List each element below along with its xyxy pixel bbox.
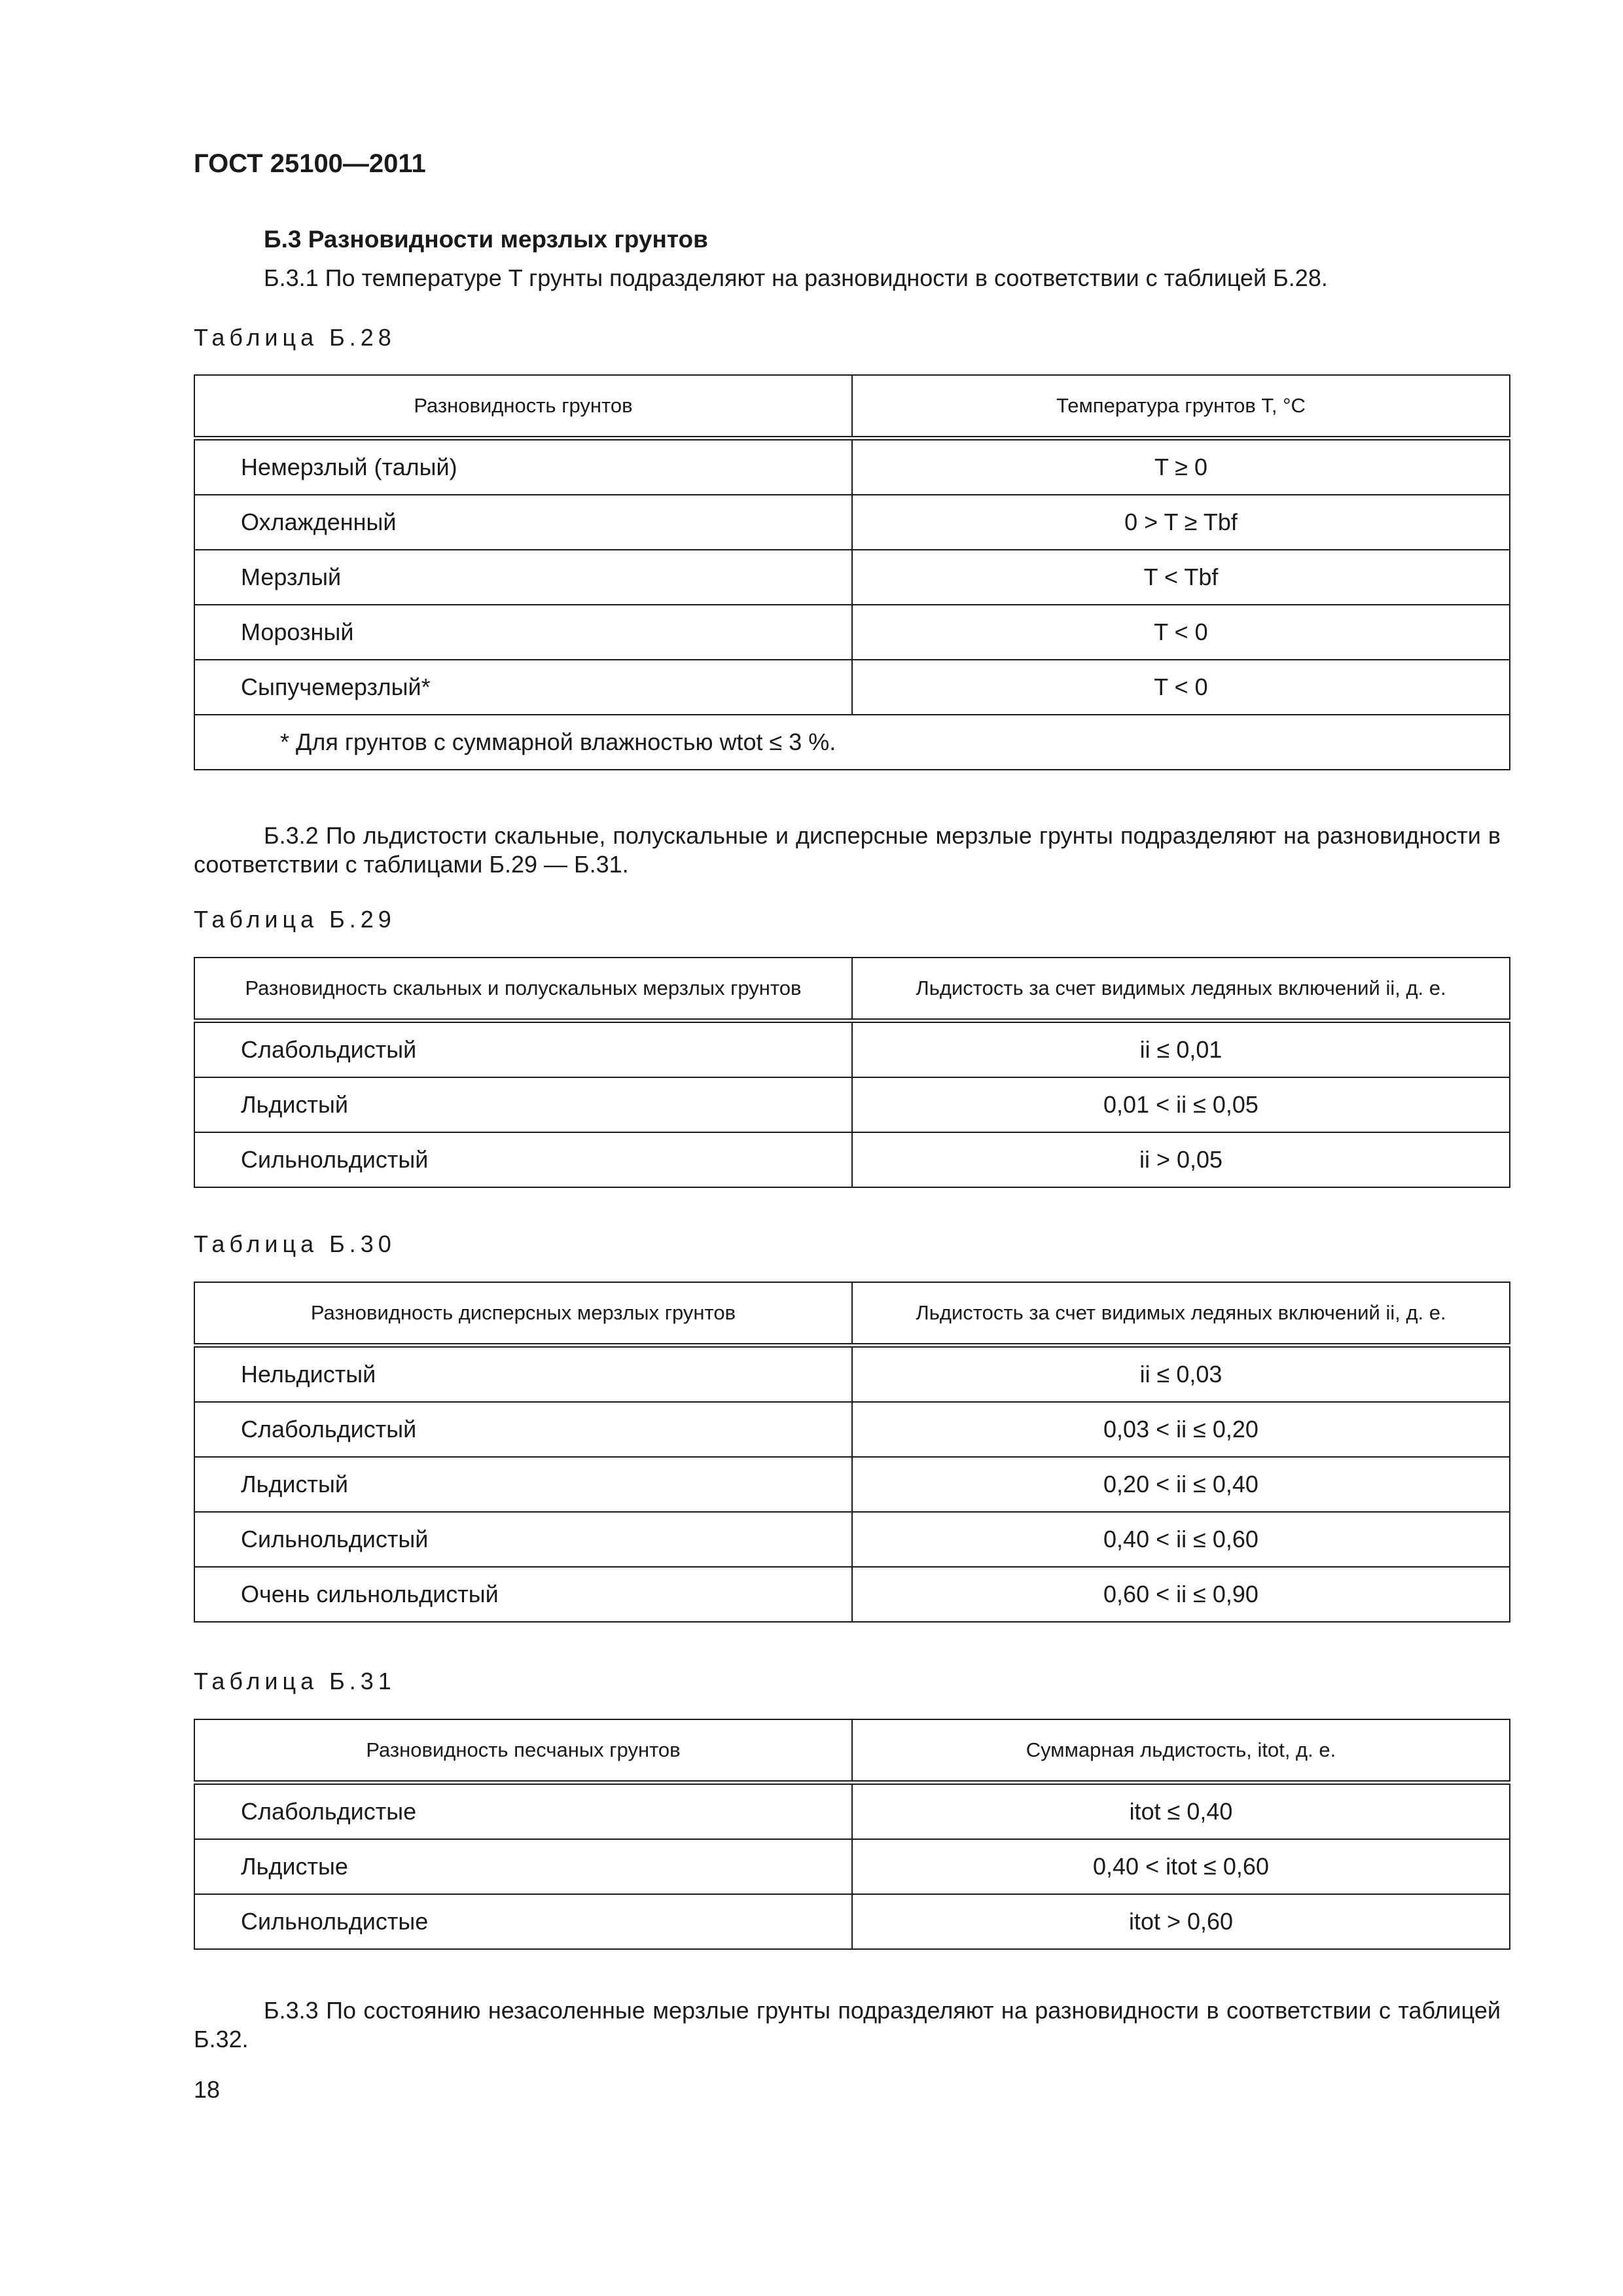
table-b28 <box>194 374 1510 770</box>
table-note: * Для грунтов с суммарной влажностью wtot ≤ 3 %. <box>194 715 1510 770</box>
table-cell: Нельдистый <box>194 1346 852 1403</box>
column-header: Температура грунтов T, °C <box>852 375 1510 439</box>
table-cell: 0,60 < ii ≤ 0,90 <box>852 1567 1510 1622</box>
table-row <box>194 1567 1510 1622</box>
column-header: Льдистость за счет видимых ледяных включений ii, д. е. <box>852 958 1510 1021</box>
table-caption-b31: Таблица Б.31 <box>194 1668 396 1695</box>
table-cell: Льдистый <box>194 1457 852 1512</box>
table-cell: ii > 0,05 <box>852 1132 1510 1187</box>
table-cell: Сильнольдистые <box>194 1894 852 1949</box>
table-header-row <box>194 1719 1510 1783</box>
table-cell: Сильнольдистый <box>194 1132 852 1187</box>
column-header: Льдистость за счет видимых ледяных включений ii, д. е. <box>852 1282 1510 1346</box>
table-row <box>194 1346 1510 1403</box>
paragraph-b31: Б.3.1 По температуре T грунты подразделяют на разновидности в соответствии с таблицей Б.28. <box>264 264 1328 291</box>
table-cell: Немерзлый (талый) <box>194 439 852 495</box>
page-number: 18 <box>194 2076 221 2103</box>
table-cell: Слабольдистые <box>194 1783 852 1840</box>
table-cell: ii ≤ 0,03 <box>852 1346 1510 1403</box>
section-heading: Б.3 Разновидности мерзлых грунтов <box>264 226 708 253</box>
table-cell: 0,20 < ii ≤ 0,40 <box>852 1457 1510 1512</box>
column-header: Суммарная льдистость, itot, д. е. <box>852 1719 1510 1783</box>
table-cell: Охлажденный <box>194 495 852 550</box>
table-row <box>194 439 1510 495</box>
table-row <box>194 605 1510 660</box>
table-cell: Слабольдистый <box>194 1021 852 1078</box>
table-cell: itot ≤ 0,40 <box>852 1783 1510 1840</box>
column-header: Разновидность скальных и полускальных мерзлых грунтов <box>194 958 852 1021</box>
table-cell: 0 > T ≥ Tbf <box>852 495 1510 550</box>
table-row <box>194 1021 1510 1078</box>
table-cell: T < Tbf <box>852 550 1510 605</box>
table-row <box>194 550 1510 605</box>
table-row <box>194 1077 1510 1132</box>
column-header: Разновидность дисперсных мерзлых грунтов <box>194 1282 852 1346</box>
table-b30 <box>194 1282 1510 1623</box>
table-cell: Морозный <box>194 605 852 660</box>
table-cell: Льдистые <box>194 1839 852 1894</box>
table-cell: ii ≤ 0,01 <box>852 1021 1510 1078</box>
table-cell: Сильнольдистый <box>194 1512 852 1567</box>
table-row <box>194 1457 1510 1512</box>
table-row <box>194 1132 1510 1187</box>
paragraph-b32: Б.3.2 По льдистости скальные, полускальные и дисперсные мерзлые грунты подразделяют на разновидности в соответствии с таблицами Б.29 — Б.31. <box>194 822 1501 878</box>
table-cell: Мерзлый <box>194 550 852 605</box>
table-cell: Очень сильнольдистый <box>194 1567 852 1622</box>
table-caption-b29: Таблица Б.29 <box>194 906 396 933</box>
table-caption-b30: Таблица Б.30 <box>194 1230 396 1257</box>
column-header: Разновидность песчаных грунтов <box>194 1719 852 1783</box>
table-header-row <box>194 1282 1510 1346</box>
table-caption-b28: Таблица Б.28 <box>194 324 396 351</box>
table-b29 <box>194 957 1510 1188</box>
table-cell: 0,40 < itot ≤ 0,60 <box>852 1839 1510 1894</box>
table-row <box>194 495 1510 550</box>
page-header: ГОСТ 25100—2011 <box>194 149 426 178</box>
table-cell: Сыпучемерзлый* <box>194 660 852 715</box>
table-cell: 0,01 < ii ≤ 0,05 <box>852 1077 1510 1132</box>
table-row <box>194 1839 1510 1894</box>
table-header-row <box>194 958 1510 1021</box>
table-row <box>194 1894 1510 1949</box>
table-header-row <box>194 375 1510 439</box>
table-row <box>194 1512 1510 1567</box>
table-cell: Льдистый <box>194 1077 852 1132</box>
table-cell: itot > 0,60 <box>852 1894 1510 1949</box>
paragraph-b33: Б.3.3 По состоянию незасоленные мерзлые грунты подразделяют на разновидности в соответствии с таблицей Б.32. <box>194 1997 1501 2053</box>
column-header: Разновидность грунтов <box>194 375 852 439</box>
table-row <box>194 1783 1510 1840</box>
table-cell: 0,03 < ii ≤ 0,20 <box>852 1402 1510 1457</box>
table-row <box>194 1402 1510 1457</box>
table-cell: T ≥ 0 <box>852 439 1510 495</box>
table-cell: T < 0 <box>852 605 1510 660</box>
table-row <box>194 660 1510 715</box>
table-cell: T < 0 <box>852 660 1510 715</box>
table-cell: 0,40 < ii ≤ 0,60 <box>852 1512 1510 1567</box>
table-cell: Слабольдистый <box>194 1402 852 1457</box>
table-b31 <box>194 1719 1510 1950</box>
table-note-row <box>194 715 1510 770</box>
